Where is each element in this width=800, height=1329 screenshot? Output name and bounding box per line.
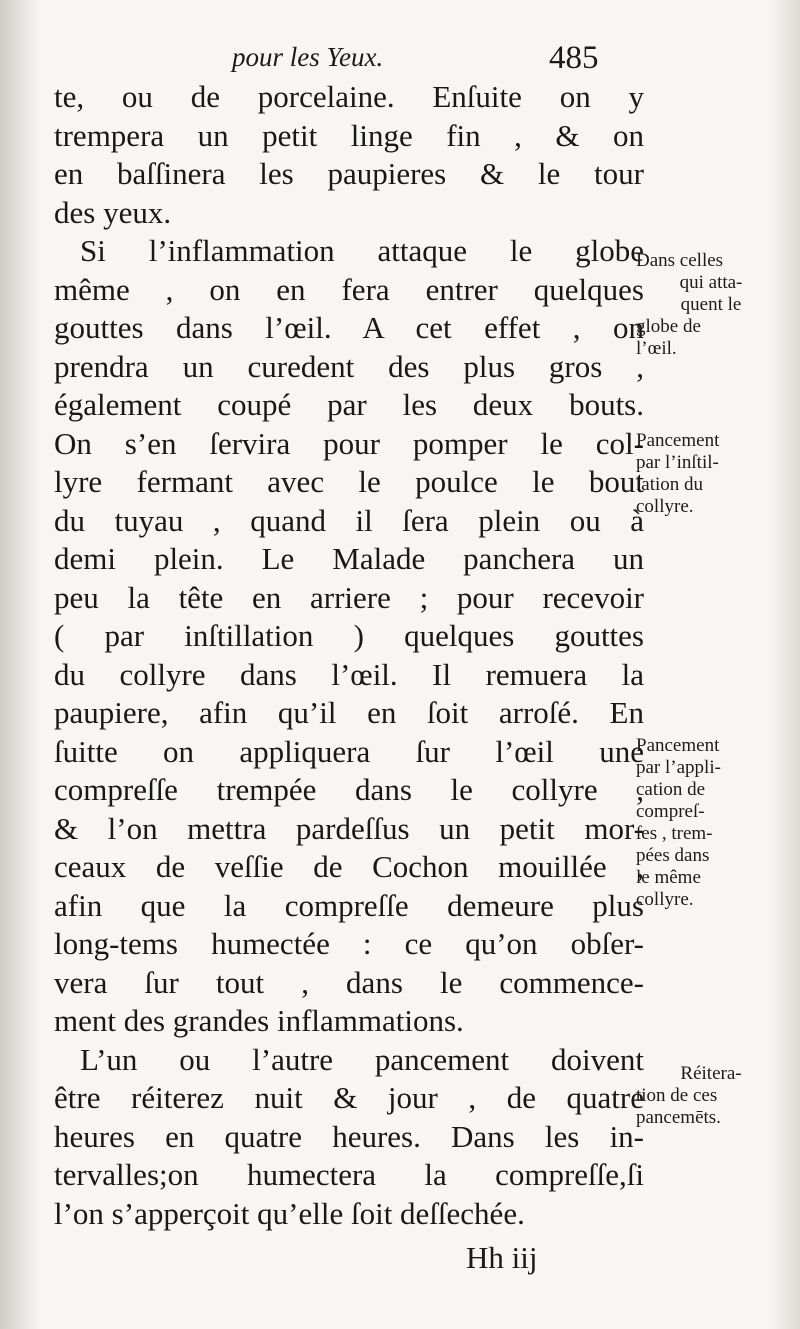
text-line: Si l’inflammation attaque le globe [80, 233, 644, 268]
text-line: On s’en ſervira pour pomper le col- [54, 425, 644, 461]
margin-note-line: ſes , trem- [636, 823, 713, 844]
margin-note-line: l’œil. [636, 338, 677, 359]
margin-note-compresses [636, 735, 786, 911]
text-line: également coupé par les deux bouts. [54, 387, 644, 422]
text-line: tervalles;on humectera la compreſſe,ſi [54, 1157, 644, 1192]
margin-note-line: compreſ- [636, 801, 705, 822]
margin-note-line: collyre. [636, 496, 694, 517]
text-line: en baſſinera les paupieres & le tour [54, 156, 644, 191]
margin-note-line: tion de ces [636, 1085, 718, 1106]
text-line: trempera un petit linge fin , & on [54, 117, 644, 153]
text-line: compreſſe trempée dans le collyre , [54, 772, 644, 807]
text-line: ceaux de veſſie de Cochon mouillée , [54, 849, 644, 884]
text-line: du tuyau , quand il ſera plein ou à [54, 502, 644, 538]
margin-note-line: pées dans [636, 845, 710, 866]
text-line: être réiterez nuit & jour , de quatre [54, 1080, 644, 1115]
margin-note-line: Pancement [636, 430, 720, 451]
text-line: te, ou de porcelaine. Enſuite on y [54, 79, 644, 114]
margin-note-line: par l’appli- [636, 757, 721, 778]
text-line: du collyre dans l’œil. Il remuera la [54, 656, 644, 692]
margin-note-line: pancemēts. [636, 1107, 721, 1128]
text-line: ment des grandes inflammations. [54, 1003, 464, 1038]
page-number: 485 [549, 40, 599, 76]
text-line: l’on s’apperçoit qu’elle ſoit deſſechée. [54, 1195, 525, 1231]
text-line: peu la tête en arriere ; pour recevoir [54, 579, 644, 615]
text-line: demi plein. Le Malade panchera un [54, 541, 644, 576]
margin-note-instillation [636, 430, 786, 518]
margin-note-line: Réitera- [680, 1063, 742, 1084]
margin-note-line: Pancement [636, 735, 720, 756]
margin-note-reiteration [636, 1063, 786, 1129]
margin-note-line: quent le [680, 294, 742, 315]
margin-note-line: globe de [636, 316, 701, 337]
text-line: paupiere, afin qu’il en ſoit arroſé. En [54, 695, 644, 730]
signature-mark: Hh iij [466, 1240, 538, 1275]
body-text [54, 78, 644, 1233]
spine-shadow [0, 0, 40, 1329]
text-line: heures en quatre heures. Dans les in- [54, 1118, 644, 1154]
margin-note-line: cation de [636, 779, 706, 800]
text-line: ( par inſtillation ) quelques gouttes [54, 618, 644, 653]
text-line: vera ſur tout , dans le commence- [54, 964, 644, 1000]
text-line: L’un ou l’autre pancement doivent [80, 1041, 644, 1077]
page-edge-shadow [770, 0, 800, 1329]
text-line: des yeux. [54, 194, 172, 230]
text-line: afin que la compreſſe demeure plus [54, 887, 644, 923]
margin-note-line: Dans celles [636, 250, 724, 271]
text-line: gouttes dans l’œil. A cet effet , on [54, 310, 644, 345]
text-line: ſuitte on appliquera ſur l’œil une [54, 733, 644, 769]
margin-note-line: collyre. [636, 889, 694, 910]
text-line: lyre fermant avec le poulce le bout [54, 464, 644, 499]
text-line: même , on en fera entrer quelques [54, 271, 644, 307]
margin-note-globe [636, 250, 786, 360]
text-line: & l’on mettra pardeſſus un petit mor- [54, 810, 644, 846]
running-title: pour les Yeux. [232, 42, 384, 72]
text-line: prendra un curedent des plus gros , [54, 348, 644, 384]
margin-note-line: qui atta- [679, 272, 743, 293]
text-line: long-tems humectée : ce qu’on obſer- [54, 926, 644, 961]
margin-note-line: lation du [636, 474, 704, 495]
margin-note-line: par l’inſtil- [636, 452, 719, 473]
margin-note-line: le même [636, 867, 701, 888]
